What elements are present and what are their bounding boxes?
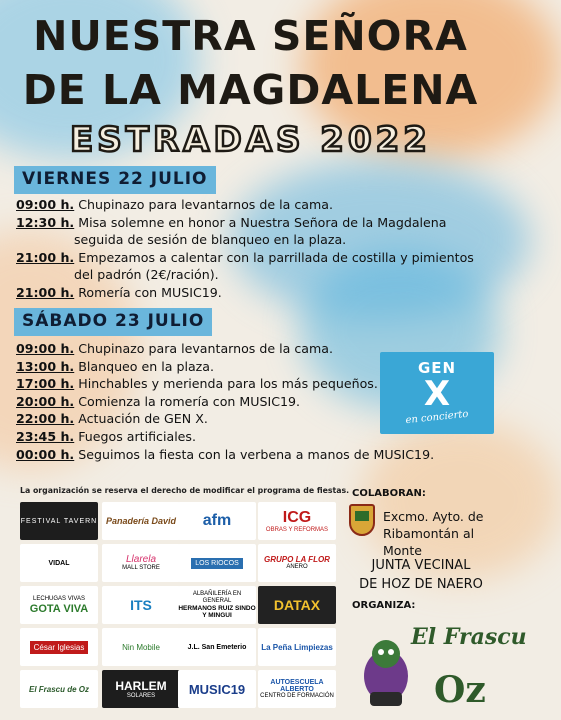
sponsor-sub: LECHUGAS VIVAS [33,595,85,602]
sponsor-logo [20,670,98,708]
coat-of-arms-icon [349,504,375,536]
schedule-desc: Comienza la romería con MUSIC19. [78,393,301,409]
schedule-time: 09:00 h. [16,341,75,356]
sponsor-name: El Frascu de Oz [28,684,90,694]
sponsor-logo [102,502,180,540]
title-line-1: NUESTRA SEÑORA [33,12,468,60]
disclaimer-note: La organización se reserva el derecho de modificar el programa de fiestas. [20,486,350,495]
schedule-time: 22:00 h. [16,411,75,427]
sponsor-name: Nin Mobile [122,642,160,652]
sponsor-sub: OBRAS Y REFORMAS [265,526,329,533]
sponsor-name: DATAX [273,597,321,613]
sponsor-logo [102,628,180,666]
ayuntamiento-text [383,508,501,559]
sponsor-logo [102,544,180,582]
frascu-logo-icon [356,614,527,714]
sponsor-logo [258,670,336,708]
sponsor-name: La Peña Limpiezas [261,642,333,652]
sponsor-logo [178,628,256,666]
sponsor-logo [102,586,180,624]
sponsor-logo [20,544,98,582]
schedule-time: 00:00 h. [16,446,75,462]
sponsor-name: FESTIVAL TAVERN [20,517,98,525]
sponsor-name: AUTOESCUELA ALBERTO [270,678,324,693]
organiza-label: ORGANIZA: [352,600,416,611]
sponsor-logo [258,628,336,666]
schedule-item [16,446,486,464]
schedule-item [16,249,486,267]
sponsor-name: HARLEM [115,678,167,693]
schedule-time: 21:00 h. [16,284,75,300]
sponsor-name: VIDAL [48,559,70,567]
sponsor-logo [178,502,256,540]
sponsor-name: GRUPO LA FLOR [264,555,330,564]
sponsor-sub: MALL STORE [122,565,160,571]
schedule-time: 21:00 h. [16,249,75,265]
schedule-desc: Chupinazo para levantarnos de la cama. [78,197,333,212]
sponsor-name: HERMANOS RUIZ SINDO Y MINGUI [178,605,256,619]
schedule-time: 20:00 h. [16,393,75,409]
sponsor-logo [20,502,98,540]
schedule-desc-cont: seguida de sesión de blanqueo en la plaza. [74,232,347,248]
sponsor-name: ITS [130,597,152,613]
sponsor-name: MUSIC19 [188,681,246,697]
sponsor-sub: ANERO [286,564,308,570]
sponsor-name: LOS RIOCOS [191,558,243,569]
sponsor-sub: ALBAÑILERÍA EN GENERAL [192,591,242,604]
genx-line-3: en concierto [405,408,469,427]
genx-line-1: GEN [417,359,457,377]
sponsor-logo [178,670,256,708]
schedule-item [16,196,486,214]
junta-line-2: DE HOZ DE NAERO [359,577,483,592]
ayuntamiento-line-2: Ribamontán al Monte [383,526,475,558]
schedule-time: 13:00 h. [16,358,75,374]
schedule-item [16,214,486,232]
ayuntamiento-line-1: Excmo. Ayto. de [383,509,484,524]
sponsor-logo [102,670,180,708]
title-line-2: DE LA MAGDALENA [22,66,479,114]
sponsor-name: César Iglesias [30,641,89,654]
schedule-item [16,284,486,302]
junta-vecinal-text [346,556,496,594]
sponsor-name: ICG [282,508,312,526]
sponsor-logo [258,544,336,582]
schedule-viernes [16,196,486,302]
sponsor-grid [18,498,338,714]
schedule-desc: Fuegos artificiales. [78,428,196,444]
schedule-time: 12:30 h. [16,214,75,230]
sponsor-name: J.L. San Emeterio [187,643,247,651]
schedule-time: 09:00 h. [16,197,75,212]
schedule-desc: Seguimos la fiesta con la verbena a manos de MUSIC19. [78,446,435,462]
schedule-time: 17:00 h. [16,376,75,392]
sponsor-logo [178,544,256,582]
schedule-desc: Romería con MUSIC19. [78,284,222,300]
sponsor-name: Llarela [125,554,157,565]
schedule-time: 23:45 h. [16,428,75,444]
day-band-viernes: VIERNES 22 JULIO [14,166,216,194]
sponsor-logo [20,586,98,624]
sponsor-sub: SOLARES [126,692,156,699]
colaboran-label: COLABORAN: [352,488,426,499]
schedule-desc: Actuación de GEN X. [78,411,208,427]
sponsor-name: GOTA VIVA [29,602,89,615]
title-line-3: ESTRADAS 2022 [70,120,431,160]
genx-line-2: X [423,374,451,414]
schedule-desc: Empezamos a calentar con la parrillada de costilla y pimientos [78,249,474,265]
schedule-desc-cont: del padrón (2€/ración). [74,267,219,283]
sponsor-name: afm [202,512,232,529]
sponsor-name: Panadería David [105,516,177,526]
schedule-desc: Misa solemne en honor a Nuestra Señora de la Magdalena [78,214,447,230]
genx-badge [380,352,494,434]
sponsor-logo [258,586,336,624]
sponsor-logo [20,628,98,666]
day-band-sabado: SÁBADO 23 JULIO [14,308,212,336]
frascu-text-1: El Frascu [411,624,527,650]
frascu-text-2: Oz [434,669,486,711]
sponsor-sub: CENTRO DE FORMACIÓN [260,692,334,699]
schedule-desc: Chupinazo para levantarnos de la cama. [78,341,333,356]
schedule-desc: Blanqueo en la plaza. [78,358,214,374]
sponsor-logo [258,502,336,540]
junta-line-1: JUNTA VECINAL [371,558,471,573]
schedule-desc: Hinchables y merienda para los más pequeños. [78,376,378,392]
sponsor-logo [178,586,256,624]
